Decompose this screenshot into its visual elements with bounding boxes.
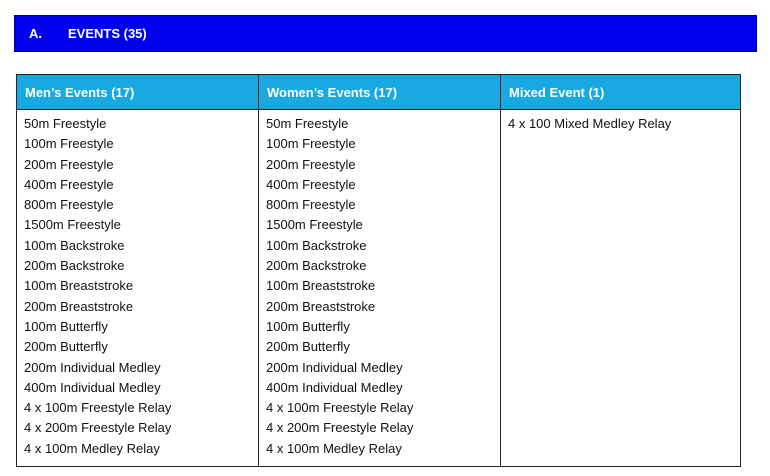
event-list-item: 800m Freestyle — [24, 197, 114, 213]
event-list-item: 100m Backstroke — [24, 237, 125, 253]
event-list-item: 800m Freestyle — [266, 197, 356, 213]
event-list-item: 200m Individual Medley — [24, 359, 161, 375]
event-list-item: 200m Butterfly — [24, 339, 108, 355]
mixed-events-list — [508, 114, 740, 134]
event-list-item: 4 x 200m Freestyle Relay — [266, 420, 414, 436]
section-title: EVENTS (35) — [68, 26, 147, 41]
mens-events-list — [24, 114, 258, 459]
event-list-item: 1500m Freestyle — [266, 217, 363, 233]
event-list-item: 200m Backstroke — [24, 258, 125, 274]
mixed-events-cell — [501, 110, 741, 467]
events-table-body-row — [17, 110, 741, 467]
event-list-item: 100m Breaststroke — [266, 278, 376, 294]
event-list-item: 200m Breaststroke — [24, 298, 134, 314]
event-list-item: 200m Backstroke — [266, 258, 367, 274]
mens-events-cell — [17, 110, 259, 467]
womens-events-header: Women’s Events (17) — [259, 75, 501, 110]
event-list-item: 200m Freestyle — [24, 156, 114, 172]
event-list-item: 200m Breaststroke — [266, 298, 376, 314]
event-list-item: 4 x 100m Freestyle Relay — [24, 400, 172, 416]
event-list-item: 100m Butterfly — [266, 318, 350, 334]
event-list-item: 4 x 100m Freestyle Relay — [266, 400, 414, 416]
section-header-bar — [14, 15, 757, 52]
event-list-item: 100m Backstroke — [266, 237, 367, 253]
event-list-item: 4 x 100m Medley Relay — [24, 440, 160, 456]
mixed-event-header: Mixed Event (1) — [501, 75, 741, 110]
section-letter: A. — [29, 26, 42, 41]
event-list-item: 200m Butterfly — [266, 339, 350, 355]
event-list-item: 4 x 100m Medley Relay — [266, 440, 402, 456]
event-list-item: 50m Freestyle — [266, 116, 349, 131]
event-list-item: 1500m Freestyle — [24, 217, 121, 233]
womens-events-list — [266, 114, 500, 459]
event-list-item: 400m Individual Medley — [266, 379, 403, 395]
event-list-item: 200m Freestyle — [266, 156, 356, 172]
womens-events-cell — [259, 110, 501, 467]
events-table-header-row — [17, 75, 741, 110]
event-list-item: 400m Freestyle — [266, 176, 356, 192]
event-list-item: 100m Freestyle — [24, 136, 114, 152]
event-list-item: 200m Individual Medley — [266, 359, 403, 375]
events-table — [16, 74, 741, 467]
event-list-item: 50m Freestyle — [24, 116, 107, 131]
event-list-item: 100m Butterfly — [24, 318, 108, 334]
event-list-item: 100m Freestyle — [266, 136, 356, 152]
event-list-item: 100m Breaststroke — [24, 278, 134, 294]
event-list-item: 400m Freestyle — [24, 176, 114, 192]
event-list-item: 4 x 100 Mixed Medley Relay — [508, 116, 672, 131]
mens-events-header: Men’s Events (17) — [17, 75, 259, 110]
event-list-item: 400m Individual Medley — [24, 379, 161, 395]
event-list-item: 4 x 200m Freestyle Relay — [24, 420, 172, 436]
